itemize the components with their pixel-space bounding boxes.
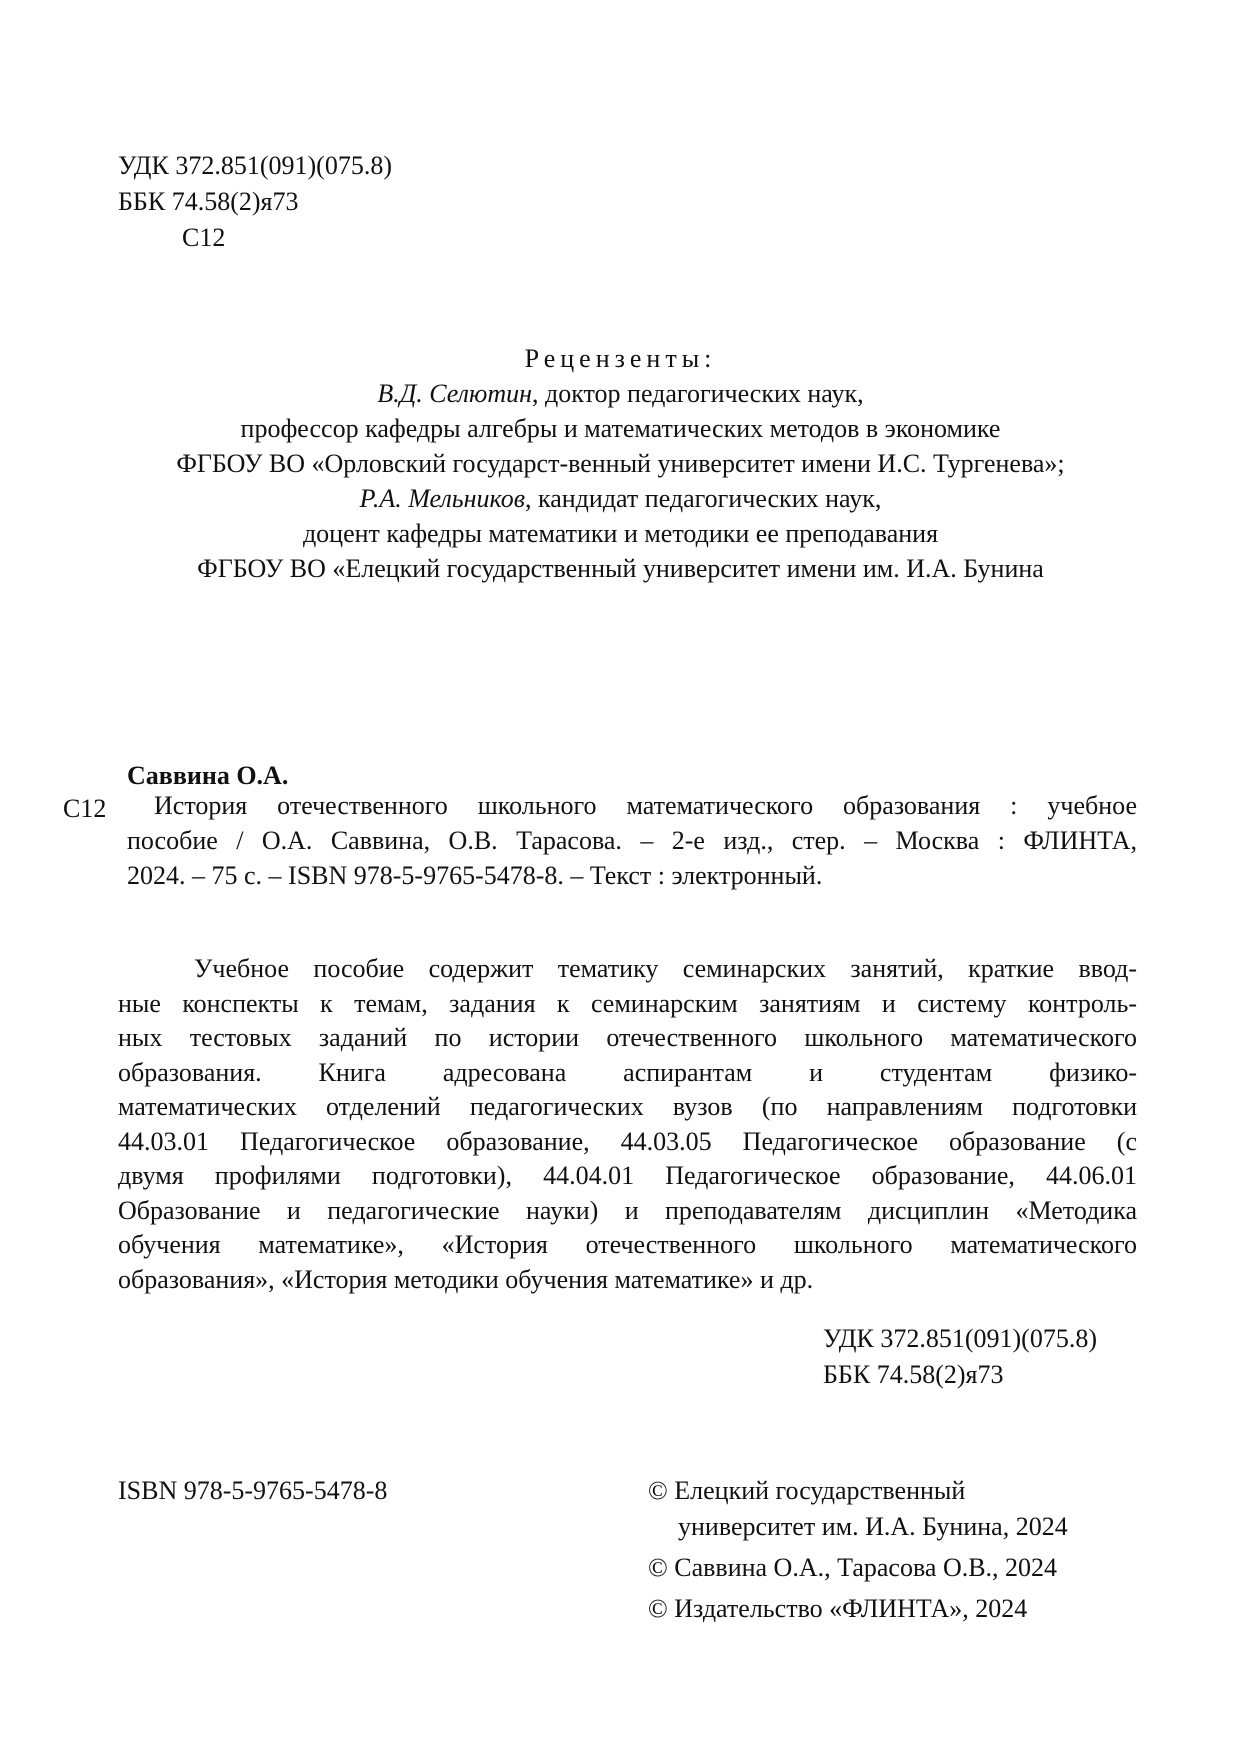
reviewer-2-org: ФГБОУ ВО «Елецкий государственный университет имени им. И.А. Бунина — [197, 554, 1044, 583]
annotation-paragraph — [118, 953, 1137, 1298]
cutter-code: С12 — [182, 223, 226, 252]
copyright-authors: © Саввина О.А., Тарасова О.В., 2024 — [648, 1553, 1058, 1582]
copyright-university: © Елецкий государственный — [648, 1476, 966, 1505]
bottom-udk-code: УДК 372.851(091)(075.8) — [823, 1324, 1097, 1353]
annotation-line: ных тестовых заданий по истории отечественного школьного математического — [118, 1023, 1137, 1052]
bbk-code: ББК 74.58(2)я73 — [118, 187, 299, 216]
reviewers-heading: Рецензенты: — [524, 344, 717, 373]
record-line: 2024. – 75 с. – ISBN 978-5-9765-5478-8. – Текст : электронный. — [127, 861, 823, 890]
copyright-block — [648, 1475, 1068, 1629]
udk-code: УДК 372.851(091)(075.8) — [118, 151, 392, 180]
annotation-line: обучения математике», «История отечественного школьного математического — [118, 1230, 1137, 1259]
isbn: ISBN 978-5-9765-5478-8 — [118, 1476, 388, 1505]
annotation-line: Учебное пособие содержит тематику семинарских занятий, краткие ввод- — [194, 954, 1137, 983]
reviewer-2-degree: , кандидат педагогических наук, — [524, 484, 882, 513]
annotation-line: ные конспекты к темам, задания к семинарским занятиям и систему контроль- — [118, 988, 1137, 1018]
reviewer-2-name: Р.А. Мельников — [359, 484, 525, 513]
record-cutter: С12 — [63, 794, 107, 823]
annotation-line: образования», «История методики обучения математике» и др. — [118, 1264, 814, 1294]
reviewer-1-org: ФГБОУ ВО «Орловский государст-венный университет имени И.С. Тургенева»; — [176, 449, 1065, 478]
record-line: История отечественного школьного математического образования : учебное — [154, 791, 1137, 820]
reviewer-1-name: В.Д. Селютин — [377, 379, 533, 408]
copyright-university-cont: университет им. И.А. Бунина, 2024 — [678, 1512, 1068, 1541]
record-description — [127, 790, 1137, 895]
reviewer-1-line — [0, 378, 1241, 413]
annotation-line: образования. Книга адресована аспирантам и студентам физико- — [118, 1057, 1137, 1087]
annotation-line: математических отделений педагогических вузов (по направлениям подготовки — [118, 1092, 1137, 1121]
reviewer-2-position: доцент кафедры математики и методики ее преподавания — [302, 519, 939, 548]
reviewer-2-line — [0, 483, 1241, 518]
copyright-publisher: © Издательство «ФЛИНТА», 2024 — [648, 1594, 1028, 1623]
annotation-line: двумя профилями подготовки), 44.04.01 Педагогическое образование, 44.06.01 — [118, 1161, 1137, 1190]
record-line: пособие / О.А. Саввина, О.В. Тарасова. – 2-е изд., стер. – Москва : ФЛИНТА, — [127, 826, 1137, 855]
classification-block — [118, 150, 392, 258]
annotation-line: 44.03.01 Педагогическое образование, 44.03.05 Педагогическое образование (с — [118, 1126, 1137, 1156]
bottom-classification — [823, 1323, 1097, 1395]
annotation-line: Образование и педагогические науки) и преподавателям дисциплин «Методика — [118, 1195, 1137, 1225]
record-author: Саввина О.А. — [127, 761, 289, 790]
bottom-bbk-code: ББК 74.58(2)я73 — [823, 1360, 1004, 1389]
reviewer-1-degree: , доктор педагогических наук, — [532, 379, 864, 408]
reviewers-block — [0, 343, 1241, 588]
reviewer-1-position: профессор кафедры алгебры и математических методов в экономике — [240, 414, 1001, 443]
